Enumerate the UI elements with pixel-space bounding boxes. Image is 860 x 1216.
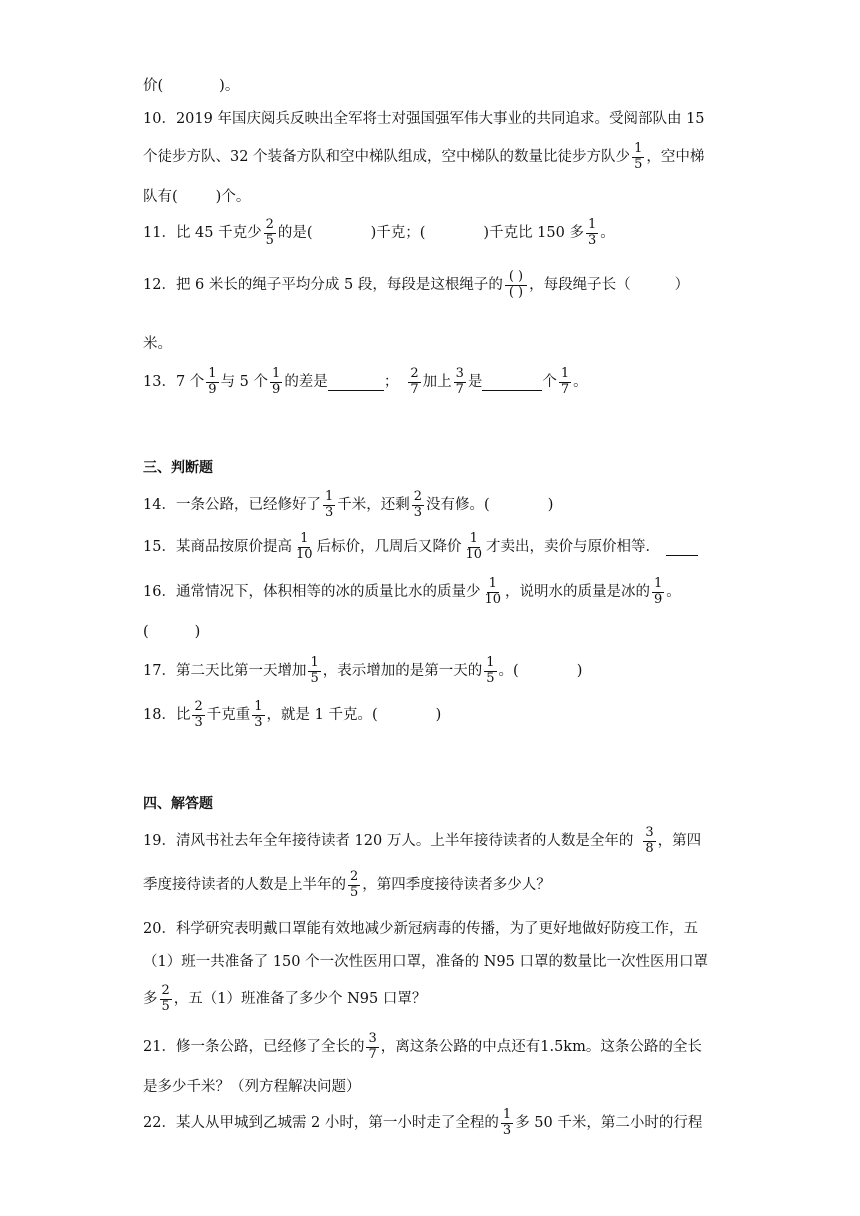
text: ，五（1）班准备了多少个 N95 口罩？: [173, 991, 427, 1008]
text: 18．比: [143, 707, 191, 724]
fraction: [632, 142, 644, 172]
denominator: 8: [645, 840, 654, 856]
fraction: [160, 984, 172, 1014]
text: ，第四季度接待读者多少人？: [362, 877, 551, 894]
text: ): [194, 624, 201, 640]
denominator: 5: [350, 884, 359, 900]
fraction: [412, 490, 424, 520]
numerator: 1: [587, 217, 597, 232]
text: )千克比 150 多: [483, 225, 584, 242]
question-22: [143, 1108, 702, 1138]
text: 16．通常情况下，体积相等的冰的质量比水的质量少: [143, 584, 481, 601]
denominator: 3: [254, 714, 263, 730]
text: 才卖出，卖价与原价相等．: [486, 539, 661, 556]
numerator: 1: [560, 366, 570, 381]
fraction: [294, 532, 315, 562]
numerator: 1: [310, 655, 319, 670]
fraction: [264, 218, 276, 248]
fraction: [408, 367, 420, 397]
text: 加上: [422, 374, 452, 391]
text: ，空中梯: [646, 149, 705, 166]
text: ）: [674, 277, 690, 294]
denominator: 10: [295, 546, 313, 562]
denominator: 9: [208, 381, 217, 397]
text: 的差是: [284, 374, 328, 391]
question-12: [143, 270, 689, 300]
text: 13．7 个: [143, 374, 205, 391]
text: 。: [666, 584, 681, 601]
numerator: ( ): [505, 270, 527, 286]
question-20-line2: （1）班一共准备了 150 个一次性医用口罩，准备的 N95 口罩的数量比一次性医用口罩: [143, 954, 708, 970]
numerator: 1: [300, 531, 309, 546]
numerator: 2: [410, 366, 419, 381]
text: 19．清风书社去年全年接待读者 120 万人。上半年接待读者的人数是全年的: [143, 833, 634, 850]
text: 千克重: [206, 707, 251, 724]
numerator: 1: [654, 576, 663, 591]
denominator: 7: [560, 381, 570, 397]
fraction: [270, 367, 282, 397]
fraction: [348, 870, 360, 900]
text: 价(: [143, 78, 164, 94]
text: 后标价，几周后又降价: [316, 539, 462, 556]
text: 千米，还剩: [337, 497, 410, 514]
fraction: [484, 656, 496, 686]
denominator: 5: [486, 670, 495, 686]
fraction: [192, 700, 204, 730]
question-12-line2: 米。: [143, 336, 172, 352]
numerator: 3: [645, 825, 654, 840]
text: 多 50 千米，第二小时的行程: [515, 1115, 703, 1132]
text: ，离这条公路的中点还有1.5km。这条公路的全长: [380, 1039, 702, 1056]
question-19-line2: [143, 870, 551, 900]
question-10-line2: [143, 142, 704, 172]
text: 没有修。(: [426, 497, 490, 514]
fraction: [559, 367, 571, 397]
denominator: 9: [654, 591, 663, 607]
text: 的是(: [277, 225, 313, 242]
denominator: ( ): [508, 284, 524, 300]
text: ，每段绳子长（: [529, 277, 631, 294]
denominator: 5: [310, 670, 319, 686]
fraction: [586, 218, 598, 248]
denominator: 3: [587, 232, 597, 248]
question-15: [143, 532, 698, 562]
text: 与 5 个: [220, 374, 269, 391]
section-heading-solve: 四、解答题: [143, 796, 213, 812]
question-21-line2: 是多少千米？（列方程解决问题）: [143, 1079, 361, 1095]
text: ): [435, 707, 442, 724]
numerator: 1: [208, 366, 217, 381]
numerator: 1: [469, 531, 478, 546]
denominator: 10: [484, 591, 501, 607]
text: (: [143, 624, 149, 640]
numerator: 2: [265, 217, 274, 232]
question-14: [143, 490, 553, 520]
question-10-line1: 10．2019 年国庆阅兵反映出全军将士对强国强军伟大事业的共同追求。受阅部队由 15: [143, 111, 705, 127]
text: 17．第二天比第一天增加: [143, 663, 307, 680]
q9-tail: [143, 74, 239, 95]
fraction: [501, 1108, 513, 1138]
question-19: [143, 826, 701, 856]
text: ，第四: [657, 833, 702, 850]
fraction: [206, 367, 218, 397]
text: )个。: [215, 189, 251, 205]
numerator: 2: [161, 983, 170, 998]
denominator: 5: [634, 156, 643, 172]
fraction: [643, 826, 655, 856]
numerator: 3: [455, 366, 464, 381]
question-20-line3: [143, 984, 426, 1014]
text: )。: [219, 78, 240, 94]
question-17: [143, 656, 582, 686]
text: 21．修一条公路，已经修了全长的: [143, 1039, 365, 1056]
text: 12．把 6 米长的绳子平均分成 5 段，每段是这根绳子的: [143, 277, 503, 294]
text: ；: [383, 374, 399, 391]
text: ): [547, 497, 554, 514]
text: 11．比 45 千克少: [143, 225, 262, 242]
text: 个徒步方队、32 个装备方队和空中梯队组成，空中梯队的数量比徒步方队少: [143, 149, 631, 166]
numerator: 1: [502, 1107, 512, 1122]
text: 个: [542, 374, 557, 391]
blank-fraction: [505, 270, 527, 300]
numerator: 1: [254, 699, 263, 714]
fraction: [652, 577, 664, 607]
denominator: 5: [265, 232, 274, 248]
fraction: [308, 656, 320, 686]
question-13: [143, 367, 588, 397]
fraction: [323, 490, 335, 520]
text: 季度接待读者的人数是上半年的: [143, 877, 346, 894]
denominator: 3: [324, 504, 334, 520]
numerator: 1: [486, 655, 495, 670]
fraction: [252, 700, 264, 730]
question-21: [143, 1032, 702, 1062]
text: 15．某商品按原价提高: [143, 539, 292, 556]
numerator: 1: [488, 576, 497, 591]
denominator: 9: [272, 381, 281, 397]
question-11: [143, 218, 615, 248]
denominator: 5: [161, 998, 170, 1014]
numerator: 1: [324, 489, 334, 504]
denominator: 7: [455, 381, 464, 397]
text: 。(: [498, 663, 519, 680]
text: 14．一条公路，已经修好了: [143, 497, 321, 514]
text: 。: [573, 374, 588, 391]
question-10-line3: [143, 185, 250, 206]
fraction: [464, 532, 485, 562]
text: 22．某人从甲城到乙城需 2 小时，第一小时走了全程的: [143, 1115, 499, 1132]
numerator: 2: [350, 869, 359, 884]
text: ，说明水的质量是冰的: [505, 584, 650, 601]
text: 是: [467, 374, 483, 391]
text: 多: [143, 991, 158, 1008]
text: 队有(: [143, 189, 178, 205]
question-16-line2: [143, 624, 200, 640]
denominator: 3: [194, 714, 203, 730]
text: ): [576, 663, 583, 680]
fraction: [366, 1032, 378, 1062]
section-heading-judgment: 三、判断题: [143, 460, 213, 476]
text: 。: [600, 225, 615, 242]
text: ，就是 1 千克。(: [266, 707, 378, 724]
numerator: 2: [413, 489, 423, 504]
denominator: 7: [410, 381, 419, 397]
fraction: [454, 367, 466, 397]
question-16: [143, 577, 681, 607]
denominator: 3: [413, 504, 423, 520]
text: )千克；(: [370, 225, 426, 242]
numerator: 2: [194, 699, 203, 714]
denominator: 10: [465, 546, 483, 562]
numerator: 1: [634, 141, 643, 156]
denominator: 3: [502, 1122, 512, 1138]
question-20-line1: 20．科学研究表明戴口罩能有效地减少新冠病毒的传播，为了更好地做好防疫工作，五: [143, 921, 698, 937]
numerator: 3: [368, 1031, 377, 1046]
denominator: 7: [368, 1046, 377, 1062]
text: ，表示增加的是第一天的: [322, 663, 483, 680]
question-18: [143, 700, 441, 730]
fraction: [482, 577, 503, 607]
numerator: 1: [272, 366, 281, 381]
